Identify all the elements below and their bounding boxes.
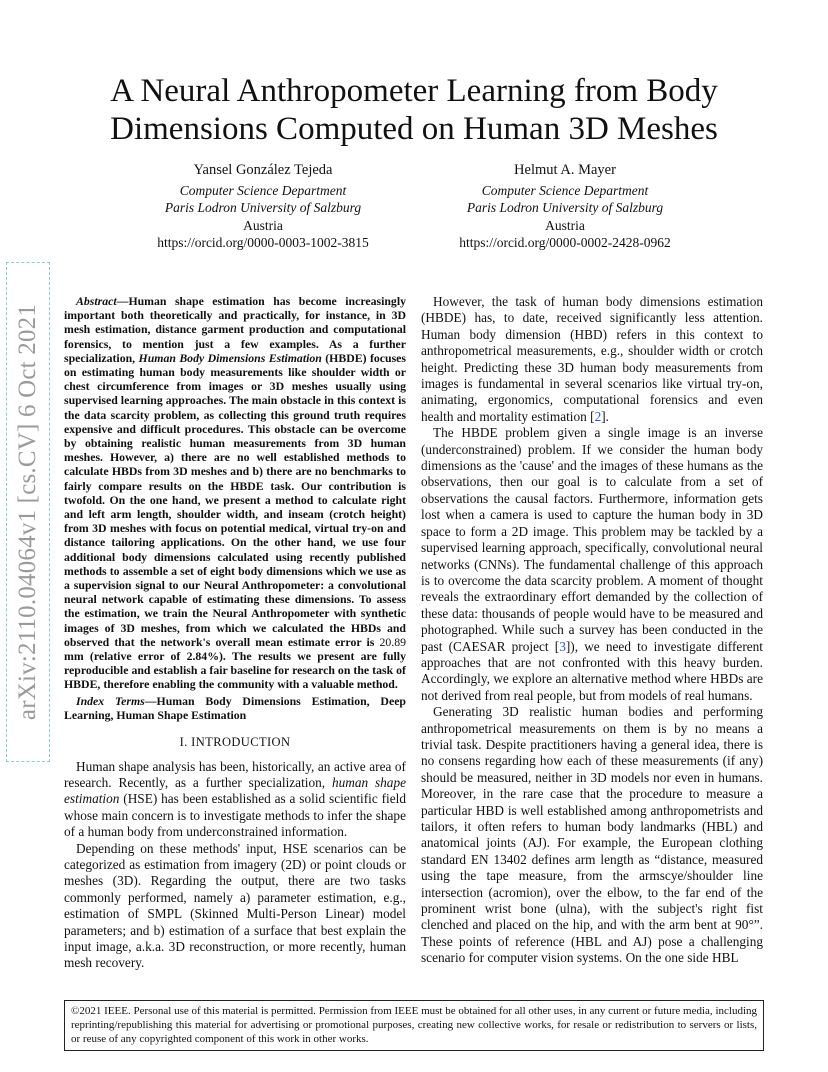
citation-link[interactable]: 3 (559, 638, 566, 654)
author-block-1 (113, 162, 413, 252)
author-name: Helmut A. Mayer (514, 162, 616, 178)
abstract-text-1: Human shape estimation has become increasingly important both theoretically and practically, for instance, in 3D mesh estimation, distance garment production and computational forensics, to mention just a few examples. As a further specialization, (64, 294, 406, 365)
abstract-error-value: 20.89 (379, 634, 406, 649)
author-orcid: https://orcid.org/0000-0003-1002-3815 (157, 235, 369, 250)
author-university: Paris Lodron University of Salzburg (466, 200, 664, 215)
section-heading-introduction: I. INTRODUCTION (179, 735, 291, 750)
arxiv-stamp (6, 262, 50, 762)
abstract-term: Human Body Dimensions Estimation (138, 350, 322, 365)
abstract-text-2: (HBDE) focuses on estimating human body measurements like shoulder width or chest circumference from images or 3D meshes usually using supervised learning approaches. The main obstacle in this context is the data scarcity problem, as collecting this ground truth requires expensive and difficult procedures. This obstacle can be overcome by obtaining realistic human measurements from 3D human meshes. However, a) there are no well established methods to calculate HBDs from 3D meshes and b) there are no benchmarks to fairly compare results on the HBDE task. Our contribution is twofold. On the one hand, we present a method to calculate right and left arm length, shoulder width, and inseam (crotch height) from 3D meshes with focus on potential medical, virtual try-on and distance tailoring applications. On the other hand, we use four additional body dimensions calculated using recently published methods to assemble a set of eight body dimensions which we use as a supervision signal to our Neural Anthropometer: a convolutional neural network capable of estimating these dimensions. To assess the estimation, we train the Neural Anthropometer with synthetic images of 3D meshes, from which we calculated the HBDs and observed that the network's overall mean estimate error is (64, 350, 406, 649)
left-column (64, 294, 406, 972)
citation-link[interactable]: 2 (594, 408, 602, 424)
right-paragraph-3: Generating 3D realistic human bodies and performing anthropometrical measurements on them is by no means a trivial task. Despite practitioners having a general idea, there is no consens regarding how each of these measurements (if any) should be measured, neither in 3D models nor even in humans. Moreover, in the rare case that the procedure to measure a particular HBD is well established among anthropometrists and tailors, it often refers to human body landmarks (HBL) and anatomical joints (AJ). For example, the European clothing standard EN 13402 defines arm length as “distance, measured using the tape measure, from the armscye/shoulder line intersection (acromion), over the elbow, to the far end of the prominent wrist bone (ulna), with the subject's right fist clenched and placed on the hip, and with the arm bent at 90°”. These points of reference (HBL and AJ) pose a challenging scenario for computer vision systems. On the one side HBL (421, 704, 763, 966)
index-terms-dash: — (144, 693, 157, 708)
abstract-dash: — (116, 294, 129, 308)
arxiv-identifier: arXiv:2110.04064v1 [cs.CV] 6 Oct 2021 (14, 303, 41, 721)
author-department: Computer Science Department (179, 182, 347, 198)
index-terms (64, 694, 406, 722)
text-run: ]. (601, 408, 609, 424)
abstract-text-3: mm (relative error of 2.84%). The results we present are fully reproducible and establish a fair baseline for research on the task of HBDE, therefore enabling the community with a valuable method. (64, 649, 406, 692)
author-country: Austria (243, 217, 283, 233)
author-orcid: https://orcid.org/0000-0002-2428-0962 (459, 235, 671, 250)
author-department: Computer Science Department (481, 182, 649, 198)
right-column (421, 294, 763, 967)
text-run: The HBDE problem given a single image is an inverse (underconstrained) problem. If we consider the human body dimensions as the 'cause' and the images of these humans as the observations, then our goal is to calculate from a set of observations the causal factors. Furthermore, information gets lost when a camera is used to capture the human body in 3D space to form a 2D image. This problem may be tackled by a supervised learning approach, specifically, convolutional neural networks (CNNs). The fundamental challenge of this approach is to overcome the data scarcity problem. A moment of thought reveals the extraordinary effort demanded by the collection of these data: thousands of people would have to be measured and photographed. While such a survey has been conducted in the past (CAESAR project [ (421, 425, 763, 654)
abstract-label: Abstract (76, 294, 117, 308)
text-run: (HSE) has been established as a solid scientific field whose main concern is to investigate methods to infer the shape of a human body from underconstrained information. (64, 791, 406, 840)
text-run: However, the task of human body dimensions estimation (HBDE) has, to date, received significantly less attention. Human body dimension (HBD) refers in this context to anthropometrical measurements, e.g., shoulder width or crotch height. Predicting these 3D human body measurements from images is fundamental in several scenarios like virtual try-on, animating, ergonomics, computational forensics and even health and mortality estimation [ (421, 294, 763, 424)
copyright-notice: ©2021 IEEE. Personal use of this material is permitted. Permission from IEEE must be obtained for all other uses, in any current or future media, including reprinting/republishing this material for advertising or promotional purposes, creating new collective works, for resale or redistribution to servers or lists, or reuse of any copyrighted component of this work in other works. (64, 1000, 764, 1051)
author-name: Yansel González Tejeda (193, 162, 333, 178)
author-country: Austria (545, 217, 585, 233)
text-run: ]), we need to investigate different approaches that are not confronted with this heavy burden. Accordingly, we explore an alternative method where HBDs are not derived from real people, but from models of real humans. (421, 638, 763, 703)
right-paragraph-1 (421, 294, 763, 425)
intro-paragraph-1 (64, 759, 406, 841)
right-paragraph-2 (421, 425, 763, 704)
index-terms-text: Human Body Dimensions Estimation, Deep Learning, Human Shape Estimation (64, 693, 406, 722)
index-terms-label: Index Terms (76, 693, 145, 708)
author-block-2 (415, 162, 715, 252)
text-run: Human shape analysis has been, historically, an active area of research. Recently, as a further specialization, (64, 758, 406, 790)
term-hse: human shape estimation (64, 774, 406, 807)
intro-paragraph-2: Depending on these methods' input, HSE scenarios can be categorized as estimation from imagery (2D) or point clouds or meshes (3D). Regarding the output, there are two tasks commonly performed, namely a) parameter estimation, e.g., estimation of SMPL (Skinned Multi-Person Linear) model parameters; and b) estimation of a surface that best explain the input image, a.k.a. 3D reconstruction, or more recently, human mesh recovery. (64, 840, 406, 971)
abstract (64, 294, 406, 692)
author-university: Paris Lodron University of Salzburg (164, 200, 362, 215)
paper-title: A Neural Anthropometer Learning from Body Dimensions Computed on Human 3D Meshes (110, 73, 718, 147)
